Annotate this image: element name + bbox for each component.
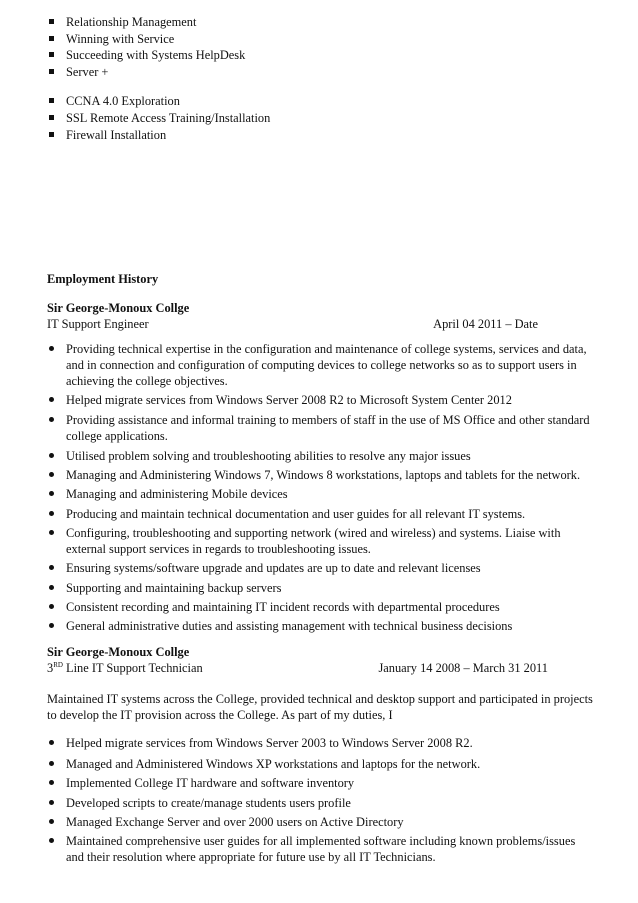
list-item: Consistent recording and maintaining IT incident records with departmental procedures xyxy=(47,599,595,615)
list-item: Firewall Installation xyxy=(47,127,595,144)
list-item: Implemented College IT hardware and software inventory xyxy=(47,775,595,791)
list-item: SSL Remote Access Training/Installation xyxy=(47,110,595,127)
list-item: CCNA 4.0 Exploration xyxy=(47,93,595,110)
list-item: Ensuring systems/software upgrade and updates are up to date and relevant licenses xyxy=(47,560,595,576)
job2-employer: Sir George-Monoux Collge xyxy=(47,645,190,660)
list-item: Supporting and maintaining backup servers xyxy=(47,580,595,596)
courses-list-2 xyxy=(47,93,595,143)
list-item: Server + xyxy=(47,64,595,81)
job1-title-row xyxy=(47,316,595,332)
list-item: Winning with Service xyxy=(47,31,595,48)
job2-title-row xyxy=(47,660,595,676)
list-item: Helped migrate services from Windows Server 2003 to Windows Server 2008 R2. xyxy=(47,735,595,751)
list-item: Utilised problem solving and troubleshooting abilities to resolve any major issues xyxy=(47,448,595,464)
job1-dates: April 04 2011 – Date xyxy=(433,317,538,332)
list-item: Providing assistance and informal training to members of staff in the use of MS Office and other standard college applications. xyxy=(47,412,595,444)
list-item: Managed Exchange Server and over 2000 users on Active Directory xyxy=(47,814,595,830)
job1-employer: Sir George-Monoux Collge xyxy=(47,301,190,316)
job2-duties-b xyxy=(47,756,595,865)
job1-duties-b xyxy=(47,412,595,634)
job2-dates: January 14 2008 – March 31 2011 xyxy=(378,661,548,676)
list-item: Helped migrate services from Windows Server 2008 R2 to Microsoft System Center 2012 xyxy=(47,392,595,408)
resume-page xyxy=(47,14,595,869)
courses-list-1 xyxy=(47,14,595,80)
job2-title: 3RD Line IT Support Technician xyxy=(47,661,203,676)
list-item: Managing and Administering Windows 7, Windows 8 workstations, laptops and tablets for the network. xyxy=(47,467,595,483)
list-item: Configuring, troubleshooting and supporting network (wired and wireless) and systems. Liaise with external support services in regards to troubleshooting issues. xyxy=(47,525,595,557)
list-item: Developed scripts to create/manage students users profile xyxy=(47,795,595,811)
list-item: Producing and maintain technical documentation and user guides for all relevant IT systems. xyxy=(47,506,595,522)
section-heading-employment: Employment History xyxy=(47,272,159,287)
job1-title: IT Support Engineer xyxy=(47,317,149,332)
list-item: Maintained comprehensive user guides for all implemented software including known problems/issues and their resolution where appropriate for future use by all IT Technicians. xyxy=(47,833,595,865)
list-item: General administrative duties and assisting management with technical business decisions xyxy=(47,618,595,634)
job1-duties-a xyxy=(47,341,595,408)
list-item: Relationship Management xyxy=(47,14,595,31)
list-item: Providing technical expertise in the configuration and maintenance of college systems, services and data, and in connection and configuration of computing devices to college networks so as to support users in achieving the college objectives. xyxy=(47,341,595,389)
job2-summary: Maintained IT systems across the College, provided technical and desktop support and participated in projects to develop the IT provision across the College. As part of my duties, I xyxy=(47,692,593,723)
list-item: Succeeding with Systems HelpDesk xyxy=(47,47,595,64)
list-item: Managing and administering Mobile devices xyxy=(47,486,595,502)
job2-duties-a xyxy=(47,735,595,751)
list-item: Managed and Administered Windows XP workstations and laptops for the network. xyxy=(47,756,595,772)
